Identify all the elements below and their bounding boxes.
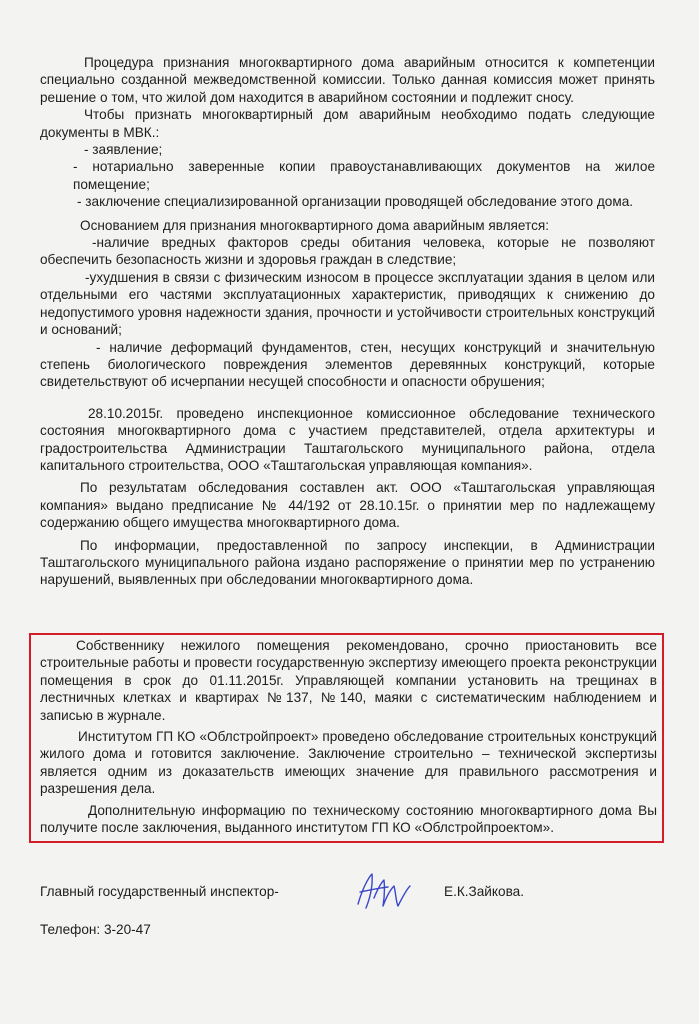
paragraph-documents-intro: Чтобы признать многоквартирный дом аварийным необходимо подать следующие документы в МВК.: bbox=[40, 107, 655, 140]
phone-number: Телефон: 3-20-47 bbox=[40, 922, 151, 937]
list-item-document: - заявление; bbox=[84, 142, 163, 158]
list-item-document: - заключение специализированной организации проводящей обследование этого дома. bbox=[77, 194, 634, 210]
paragraph-administration: По информации, предоставленной по запросу инспекции, в Администрации Таштагольского муниципального района издано распоряжение о принятии мер по устранению нарушений, выявленных при обследовании многоквартирного дома. bbox=[40, 537, 655, 588]
handwritten-signature bbox=[352, 868, 422, 914]
list-item-ground: - наличие деформаций фундаментов, стен, несущих конструкций и значительную степень биологического повреждения элементов деревянных конструкций, которые свидетельствуют об исчерпании несущей способности и опасности обрушения; bbox=[40, 339, 655, 390]
list-item-document: - нотариально заверенные копии правоустанавливающих документов на жилое помещение; bbox=[73, 159, 655, 192]
signature-title: Главный государственный инспектор- bbox=[40, 884, 279, 899]
list-item-ground: -наличие вредных факторов среды обитания человека, которые не позволяют обеспечить безопасность жизни и здоровья граждан в следствие; bbox=[40, 235, 655, 268]
paragraph-oblstroyproekt: Институтом ГП КО «Облстройпроект» проведено обследование строительных конструкций жилого дома и готовится заключение. Заключение строительно – технической экспертизы является одним из доказательств имеющих значение для правильного рассмотрения и разрешения дела. bbox=[40, 729, 657, 797]
list-item-ground: -ухудшения в связи с физическим износом в процессе эксплуатации здания в целом или отдельными его частями эксплуатационных характеристик, приводящих к снижению до недопустимого уровня надежности здания, прочности и устойчивости строительных конструкций и оснований; bbox=[40, 269, 655, 338]
paragraph-grounds-intro: Основанием для признания многоквартирного дома аварийным является: bbox=[80, 217, 550, 233]
paragraph-inspection: 28.10.2015г. проведено инспекционное комиссионное обследование технического состояния многоквартирного дома с участием представителей, отдела архитектуры и градостроительства Администрации Таштагольского муниципального района, отдела капитального строительства, ООО «Таштагольская управляющая компания». bbox=[40, 405, 655, 473]
text-block-upper bbox=[40, 54, 655, 589]
text-block-highlighted bbox=[40, 637, 657, 836]
signature-name: Е.К.Зайкова. bbox=[444, 884, 524, 899]
paragraph-procedure: Процедура признания многоквартирного дома аварийным относится к компетенции специально созданной межведомственной комиссии. Только данная комиссия может принять решение о том, что жилой дом находится в аварийном состоянии и подлежит сносу. bbox=[40, 55, 655, 105]
paragraph-act: По результатам обследования составлен акт. ООО «Таштагольская управляющая компания» выдано предписание № 44/192 от 28.10.15г. о принятии мер по надлежащему содержанию общего имущества многоквартирного дома. bbox=[40, 480, 655, 531]
paragraph-additional-info: Дополнительную информацию по техническому состоянию многоквартирного дома Вы получите после заключения, выданного институтом ГП КО «Облстройпроектом». bbox=[40, 802, 657, 836]
paragraph-recommendation: Собственнику нежилого помещения рекомендовано, срочно приостановить все строительные работы и провести государственную экспертизу имеющего проекта реконструкции помещения в срок до 01.11.2015г. Управляющей компании установить на трещинах в лестничных клетках и квартирах №137, №140, маяки с систематическим наблюдением и записью в журнале. bbox=[40, 638, 657, 723]
